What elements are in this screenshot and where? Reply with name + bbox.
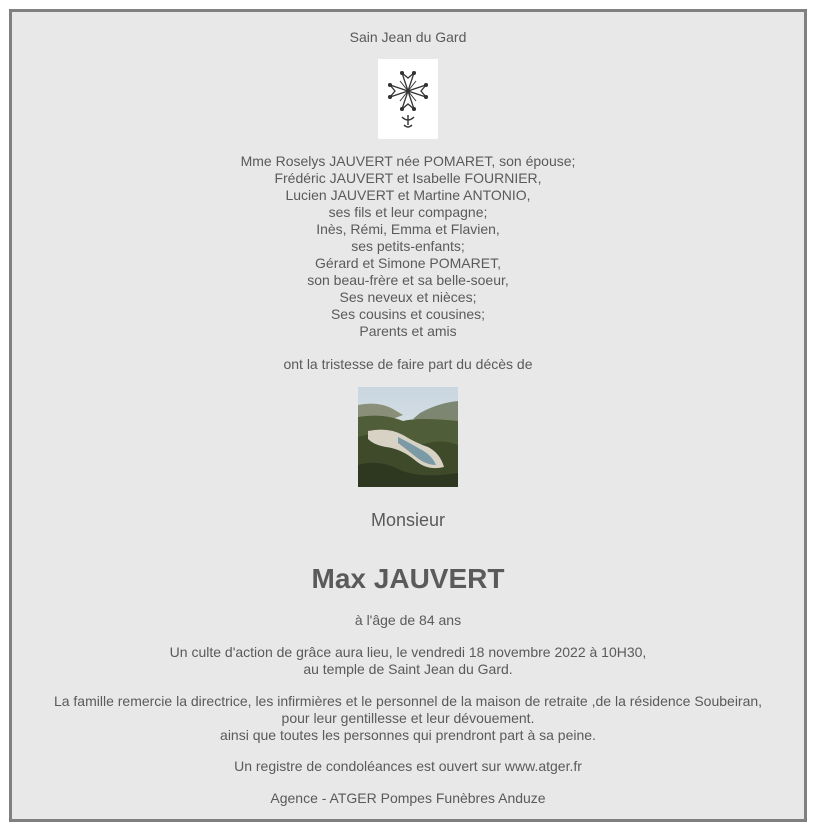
family-line: Inès, Rémi, Emma et Flavien, — [316, 221, 500, 237]
thanks-line: La famille remercie la directrice, les infirmières et le personnel de la maison de retraite ,de la résidence Soubeiran, — [53, 693, 763, 709]
huguenot-cross-icon — [378, 59, 438, 139]
thanks-line: pour leur gentillesse et leur dévouement. — [281, 710, 535, 726]
agency-text: Agence - ATGER Pompes Funèbres Anduze — [270, 790, 546, 806]
family-line: ses fils et leur compagne; — [328, 204, 488, 220]
family-line: Ses cousins et cousines; — [330, 306, 486, 322]
service-line: Un culte d'action de grâce aura lieu, le vendredi 18 novembre 2022 à 10H30, — [169, 644, 647, 660]
family-line: Ses neveux et nièces; — [339, 289, 477, 305]
honorific: Monsieur — [370, 510, 446, 530]
deceased-photo — [358, 387, 458, 487]
family-line: Lucien JAUVERT et Martine ANTONIO, — [285, 187, 531, 203]
family-line: Parents et amis — [359, 323, 457, 339]
thanks-text — [12, 693, 804, 744]
registry-text: Un registre de condoléances est ouvert sur www.atger.fr — [234, 758, 582, 774]
family-line: Mme Roselys JAUVERT née POMARET, son épouse; — [240, 153, 576, 169]
location-heading: Sain Jean du Gard — [349, 29, 467, 45]
announcement-text: ont la tristesse de faire part du décès de — [283, 356, 533, 372]
obituary-card — [9, 9, 807, 822]
family-line: son beau-frère et sa belle-soeur, — [307, 272, 509, 288]
service-line: au temple de Saint Jean du Gard. — [303, 661, 513, 677]
thanks-line: ainsi que toutes les personnes qui prendront part à sa peine. — [220, 727, 596, 743]
family-list — [12, 153, 804, 340]
family-line: Gérard et Simone POMARET, — [315, 255, 501, 271]
deceased-name: Max JAUVERT — [311, 563, 505, 594]
age-text: à l'âge de 84 ans — [354, 612, 462, 628]
family-line: Frédéric JAUVERT et Isabelle FOURNIER, — [274, 170, 542, 186]
family-line: ses petits-enfants; — [351, 238, 465, 254]
service-info — [12, 644, 804, 678]
